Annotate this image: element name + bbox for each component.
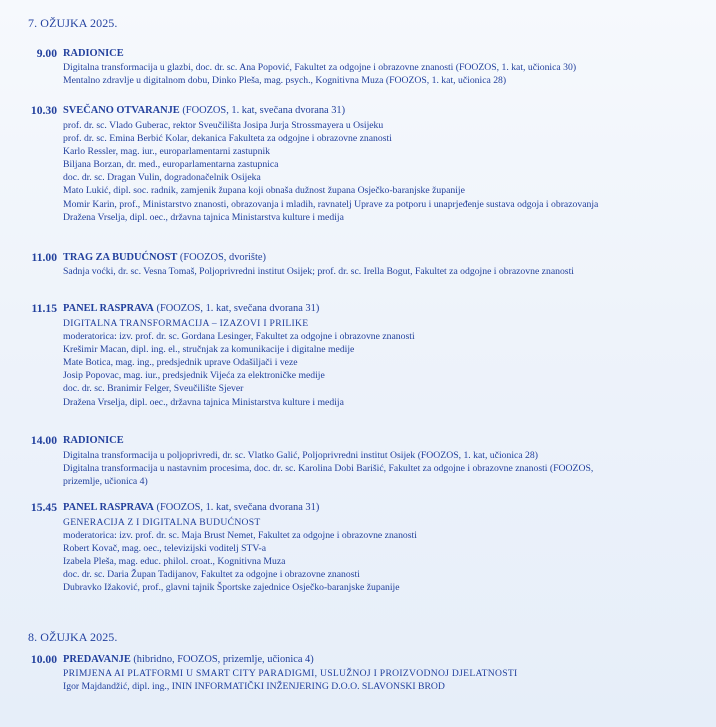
session-line: Karlo Ressler, mag. iur., europarlamentarni zastupnik — [63, 146, 271, 158]
session-heading — [63, 252, 266, 263]
session-lines — [63, 667, 518, 693]
session-lines — [63, 61, 576, 87]
session-time: 10.00 — [30, 653, 57, 666]
session-line: Izabela Pleša, mag. educ. philol. croat., Kognitivna Muza — [63, 556, 286, 568]
session-line: Biljana Borzan, dr. med., europarlamentarna zastupnica — [63, 159, 279, 171]
session-time: 14.00 — [30, 434, 57, 447]
session-line: doc. dr. sc. Dragan Vulin, dogradonačelnik Osijeka — [63, 172, 261, 184]
session-title: PANEL RASPRAVA — [63, 502, 154, 513]
session-line: Mentalno zdravlje u digitalnom dobu, Dinko Pleša, mag. psych., Kognitivna Muza (FOOZOS, 1. kat, učionica 28) — [63, 75, 507, 87]
session-line: Mato Lukić, dipl. soc. radnik, zamjenik župana koji obnaša dužnost župana Osječko-baranjske županije — [63, 185, 465, 197]
session-title: RADIONICE — [63, 435, 124, 446]
session-line: Digitalna transformacija u nastavnim procesima, doc. dr. sc. Karolina Dobi Barišić, Fakultet za odgojne i obrazovne znanosti (FOOZOS, — [63, 463, 594, 475]
session-heading — [63, 435, 124, 446]
session-title: TRAG ZA BUDUĆNOST — [63, 252, 178, 263]
session-line: doc. dr. sc. Daria Župan Tadijanov, Fakultet za odgojne i obrazovne znanosti — [63, 569, 360, 581]
session-title: SVEČANO OTVARANJE — [63, 105, 180, 116]
session-subtitle: DIGITALNA TRANSFORMACIJA – IZAZOVI I PRILIKE — [63, 318, 309, 329]
session-line: doc. dr. sc. Branimir Felger, Sveučilište Sjever — [63, 383, 244, 395]
session-location: (FOOZOS, 1. kat, svečana dvorana 31) — [153, 303, 320, 314]
session-line: Mate Botica, mag. ing., predsjednik uprave Odašiljači i veze — [63, 357, 298, 369]
session-line: prizemlje, učionica 4) — [63, 476, 148, 488]
session-lines — [63, 449, 593, 488]
session-subtitle: GENERACIJA Z I DIGITALNA BUDUĆNOST — [63, 517, 261, 528]
session-line: Momir Karin, prof., Ministarstvo znanosti, obrazovanja i mladih, ravnatelj Uprave za potporu i unaprjeđenje sustava odgoja i obrazovanja — [63, 198, 599, 210]
session-location: (FOOZOS, 1. kat, svečana dvorana 31) — [153, 502, 320, 513]
session-lines — [63, 119, 598, 224]
session-title: RADIONICE — [63, 48, 124, 59]
session-lines — [63, 516, 417, 595]
session-line: Digitalna transformacija u poljoprivredi, dr. sc. Vlatko Galić, Poljoprivredni institut Osijek (FOOZOS, 1. kat, učionica 28) — [63, 450, 538, 461]
session-line: prof. dr. sc. Emina Berbić Kolar, dekanica Fakulteta za odgojne i obrazovne znanosti — [63, 133, 392, 145]
session-line: prof. dr. sc. Vlado Guberac, rektor Sveučilišta Josipa Jurja Strossmayera u Osijeku — [63, 120, 384, 131]
session-lines — [63, 265, 574, 278]
session-location: (FOOZOS, dvorište) — [177, 252, 266, 263]
session-heading — [63, 303, 319, 314]
session-line: Robert Kovač, mag. oec., televizijski voditelj STV-a — [63, 543, 267, 555]
session-heading — [63, 105, 345, 116]
session-location: (FOOZOS, 1. kat, svečana dvorana 31) — [179, 105, 346, 116]
day-heading-1: 7. OŽUJKA 2025. — [28, 16, 118, 30]
session-line: Dražena Vrselja, dipl. oec., državna tajnica Ministarstva kulture i medija — [63, 396, 344, 408]
session-time: 15.45 — [30, 501, 57, 514]
session-time: 10.30 — [30, 104, 57, 117]
session-line: Krešimir Macan, dipl. ing. el., stručnjak za komunikacije i digitalne medije — [63, 344, 355, 356]
session-heading — [63, 654, 314, 665]
session-line: Sadnja voćki, dr. sc. Vesna Tomaš, Poljoprivredni institut Osijek; prof. dr. sc. Irella Bogut, Fakultet za odgojne i obrazovne znanosti — [63, 266, 574, 277]
session-heading — [63, 48, 124, 59]
session-subtitle: PRIMJENA AI PLATFORMI U SMART CITY PARADIGMI, USLUŽNOJ I PROIZVODNOJ DJELATNOSTI — [63, 668, 518, 679]
session-time: 11.15 — [31, 302, 57, 315]
session-title: PREDAVANJE — [63, 654, 131, 665]
session-line: Josip Popovac, mag. iur., predsjednik Vijeća za elektroničke medije — [63, 370, 325, 382]
session-time: 11.00 — [31, 251, 57, 264]
session-location: (hibridno, FOOZOS, prizemlje, učionica 4) — [130, 654, 314, 665]
session-title: PANEL RASPRAVA — [63, 303, 154, 314]
session-line: Igor Majdandžić, dipl. ing., ININ INFORMATIČKI INŽENJERING D.O.O. SLAVONSKI BROD — [63, 681, 445, 693]
session-time: 9.00 — [36, 47, 57, 60]
session-lines — [63, 317, 415, 409]
session-line: moderatorica: izv. prof. dr. sc. Maja Brust Nemet, Fakultet za odgojne i obrazovne znanosti — [63, 530, 417, 542]
session-heading — [63, 502, 319, 513]
session-line: Digitalna transformacija u glazbi, doc. dr. sc. Ana Popović, Fakultet za odgojne i obrazovne znanosti (FOOZOS, 1. kat, učionica 30) — [63, 62, 577, 73]
day-heading-2: 8. OŽUJKA 2025. — [28, 630, 118, 644]
session-line: moderatorica: izv. prof. dr. sc. Gordana Lesinger, Fakultet za odgojne i obrazovne znanosti — [63, 331, 415, 343]
session-line: Dražena Vrselja, dipl. oec., državna tajnica Ministarstva kulture i medija — [63, 211, 344, 223]
session-line: Dubravko Ižaković, prof., glavni tajnik Športske zajednice Osječko-baranjske županije — [63, 582, 400, 594]
